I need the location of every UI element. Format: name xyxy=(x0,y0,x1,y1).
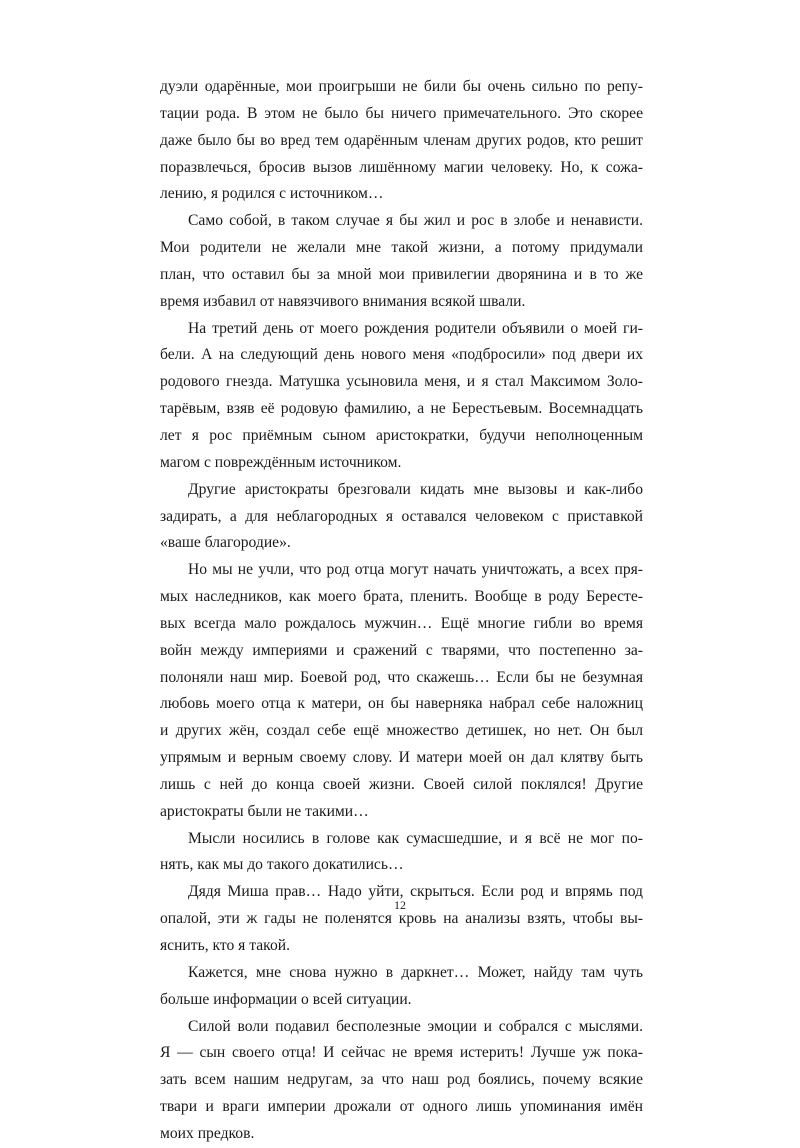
text-line: Мои родители не желали мне такой жизни, а потому придумали xyxy=(160,239,643,257)
text-line: нять, как мы до такого докатились… xyxy=(160,856,404,874)
page-number: 12 xyxy=(394,898,406,912)
paragraph xyxy=(160,557,643,825)
text-line: тации рода. В этом не было бы ничего примечательного. Это скорее xyxy=(160,104,643,122)
text-line: лишь с ней до конца своей жизни. Своей силой поклялся! Другие xyxy=(160,775,643,793)
text-line: яснить, кто я такой. xyxy=(160,937,291,954)
paragraph xyxy=(160,1014,643,1148)
text-line: больше информации о всей ситуации. xyxy=(160,990,412,1008)
text-line: мых наследников, как моего брата, пленить. Вообще в роду Бересте- xyxy=(160,588,643,606)
text-line: лет я рос приёмным сыном аристократки, будучи неполноценным xyxy=(160,426,643,444)
text-line: зать всем нашим недругам, за что наш род боялись, почему всякие xyxy=(160,1071,643,1089)
text-line: Силой воли подавил бесполезные эмоции и собрался с мыслями. xyxy=(188,1017,643,1035)
paragraph xyxy=(160,826,643,880)
text-line: твари и враги империи дрожали от одного лишь упоминания имён xyxy=(160,1098,643,1116)
text-line: план, что оставил бы за мной мои привилегии дворянина и в то же xyxy=(160,265,643,283)
paragraph xyxy=(160,879,643,960)
text-line: «ваше благородие». xyxy=(160,534,291,552)
text-line: лению, я родился с источником… xyxy=(160,185,384,203)
text-line: Но мы не учли, что род отца могут начать уничтожать, а всех пря- xyxy=(188,561,643,579)
text-line: опалой, эти ж гады не поленятся кровь на анализы взять, чтобы вы- xyxy=(160,910,643,928)
text-line: полоняли наш мир. Боевой род, что скажешь… Если бы не безумная xyxy=(160,668,643,686)
text-line: Кажется, мне снова нужно в даркнет… Может, найду там чуть xyxy=(188,963,643,981)
text-line: даже было бы во вред тем одарённым членам других родов, кто решит xyxy=(160,131,643,149)
text-line: Мысли носились в голове как сумасшедшие, и я всё не мог по- xyxy=(188,829,643,847)
text-line: поразвлечься, бросив вызов лишённому магии человеку. Но, к сожа- xyxy=(160,158,643,176)
text-line: моих предков. xyxy=(160,1124,255,1142)
text-line: и других жён, создал себе ещё множество детишек, но нет. Он был xyxy=(160,722,643,740)
text-line: бели. А на следующий день нового меня «подбросили» под двери их xyxy=(160,346,643,364)
paragraph xyxy=(160,477,643,558)
text-line: аристократы были не такими… xyxy=(160,802,369,820)
paragraph xyxy=(160,316,643,477)
text-line: Я — сын своего отца! И сейчас не время истерить! Лучше уж пока- xyxy=(160,1044,643,1062)
paragraph xyxy=(160,74,643,208)
text-line: Само собой, в таком случае я бы жил и рос в злобе и ненависти. xyxy=(188,212,643,230)
text-line: На третий день от моего рождения родители объявили о моей ги- xyxy=(188,319,643,337)
text-line: дуэли одарённые, мои проигрыши не били бы очень сильно по репу- xyxy=(160,78,643,95)
text-line: Дядя Миша прав… Надо уйти, скрыться. Если род и впрямь под xyxy=(188,883,643,901)
paragraph xyxy=(160,208,643,315)
text-line: любовь моего отца к матери, он бы наверняка набрал себе наложниц xyxy=(160,695,643,713)
text-line: время избавил от навязчивого внимания всякой швали. xyxy=(160,292,526,310)
text-line: родового гнезда. Матушка усыновила меня, и я стал Максимом Золо- xyxy=(160,373,643,391)
paragraph xyxy=(160,960,643,1014)
text-line: магом с повреждённым источником. xyxy=(160,453,402,471)
text-line: войн между империями и сражений с тварями, что постепенно за- xyxy=(160,641,643,659)
text-line: тарёвым, взяв её родовую фамилию, а не Берестьевым. Восемнадцать xyxy=(160,400,643,418)
text-line: упрямым и верным своему слову. И матери моей он дал клятву быть xyxy=(160,749,643,767)
text-line: Другие аристократы брезговали кидать мне вызовы и как-либо xyxy=(188,480,643,498)
text-line: задирать, а для неблагородных я оставался человеком с приставкой xyxy=(160,507,643,525)
text-line: вых всегда мало рождалось мужчин… Ещё многие гибли во время xyxy=(160,614,643,632)
body-text xyxy=(160,74,643,1148)
